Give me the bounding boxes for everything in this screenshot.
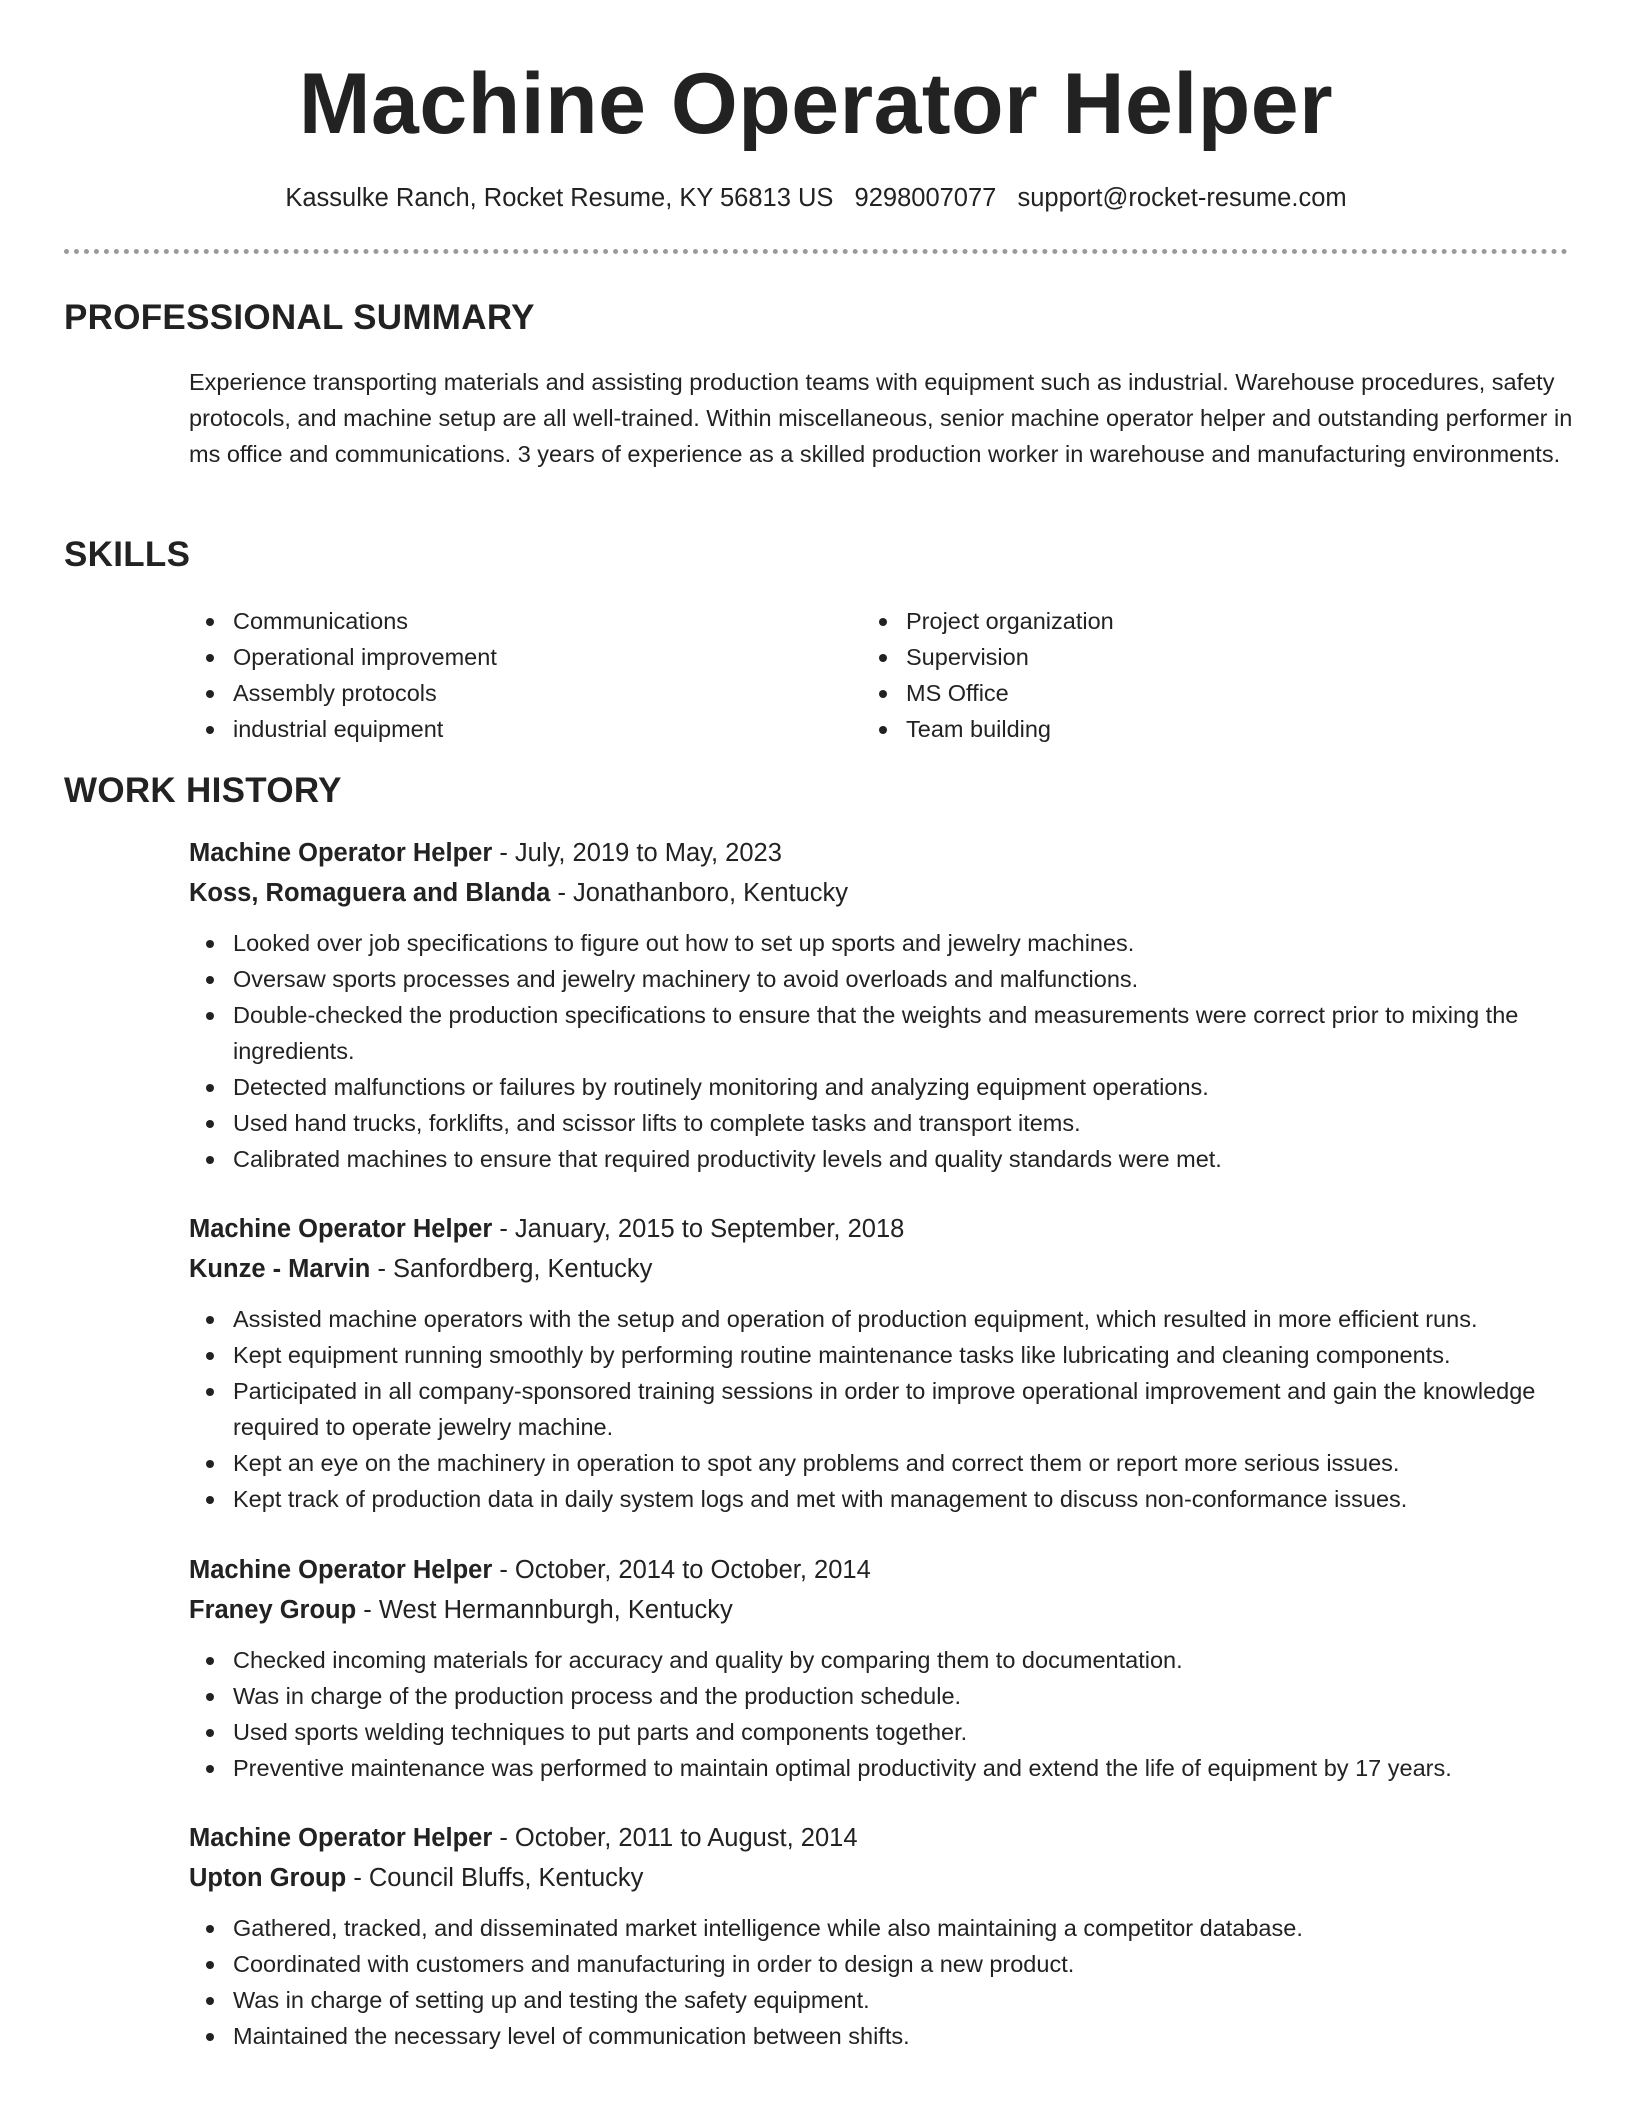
job-bullet: Used hand trucks, forklifts, and scissor lifts to complete tasks and transport items. bbox=[189, 1105, 1574, 1141]
job-dates: - January, 2015 to September, 2018 bbox=[499, 1215, 905, 1243]
skill-item: MS Office bbox=[862, 675, 1502, 711]
job-bullet: Kept equipment running smoothly by performing routine maintenance tasks like lubricating and cleaning components. bbox=[189, 1337, 1574, 1373]
job-bullet: Preventive maintenance was performed to maintain optimal productivity and extend the life of equipment by 17 years. bbox=[189, 1750, 1574, 1786]
job-title-line bbox=[189, 1550, 1574, 1590]
job-title: Machine Operator Helper bbox=[189, 1215, 493, 1243]
job-bullet: Oversaw sports processes and jewelry machinery to avoid overloads and malfunctions. bbox=[189, 961, 1574, 997]
job-title: Machine Operator Helper bbox=[189, 1824, 493, 1852]
job-bullet: Maintained the necessary level of communication between shifts. bbox=[189, 2018, 1574, 2054]
job-location: - West Hermannburgh, Kentucky bbox=[363, 1596, 733, 1624]
skill-item: Project organization bbox=[862, 603, 1502, 639]
job-company-line bbox=[189, 1590, 1574, 1630]
job-dates: - October, 2011 to August, 2014 bbox=[499, 1824, 858, 1852]
job-dates: - October, 2014 to October, 2014 bbox=[499, 1556, 871, 1584]
job-bullet: Assisted machine operators with the setup and operation of production equipment, which resulted in more efficient runs. bbox=[189, 1301, 1574, 1337]
skills-heading: SKILLS bbox=[64, 535, 191, 574]
job-bullet: Detected malfunctions or failures by routinely monitoring and analyzing equipment operations. bbox=[189, 1069, 1574, 1105]
work-history-heading: WORK HISTORY bbox=[64, 771, 342, 810]
skill-item: Assembly protocols bbox=[189, 675, 829, 711]
address: Kassulke Ranch, Rocket Resume, KY 56813 US bbox=[285, 184, 834, 212]
company-name: Kunze - Marvin bbox=[189, 1255, 371, 1283]
company-name: Upton Group bbox=[189, 1864, 347, 1892]
skills-list-right bbox=[862, 603, 1502, 747]
job-bullet: Double-checked the production specifications to ensure that the weights and measurements were correct prior to mixing the ingredients. bbox=[189, 997, 1574, 1069]
skill-item: Team building bbox=[862, 711, 1502, 747]
phone: 9298007077 bbox=[854, 184, 997, 212]
job-bullet: Was in charge of the production process and the production schedule. bbox=[189, 1678, 1574, 1714]
job-company-line bbox=[189, 1858, 1574, 1898]
job-title-line bbox=[189, 1818, 1574, 1858]
job-bullet: Participated in all company-sponsored training sessions in order to improve operational improvement and gain the knowledge required to operate jewelry machine. bbox=[189, 1373, 1574, 1445]
email: support@rocket-resume.com bbox=[1017, 184, 1347, 212]
summary-text: Experience transporting materials and assisting production teams with equipment such as industrial. Warehouse procedures, safety protocols, and machine setup are all well-trained. Within miscellaneous, senior machine operator helper and outstanding performer in ms office and communications. 3 years of experience as a skilled production worker in warehouse and manufacturing environments. bbox=[189, 369, 1573, 467]
job-entry bbox=[189, 1818, 1574, 2054]
job-dates: - July, 2019 to May, 2023 bbox=[499, 839, 782, 867]
job-company-line bbox=[189, 873, 1574, 913]
skill-item: industrial equipment bbox=[189, 711, 829, 747]
job-entry bbox=[189, 1209, 1574, 1517]
job-title-line bbox=[189, 1209, 1574, 1249]
job-bullet: Gathered, tracked, and disseminated market intelligence while also maintaining a competitor database. bbox=[189, 1910, 1574, 1946]
job-location: - Jonathanboro, Kentucky bbox=[557, 879, 849, 907]
job-bullets bbox=[189, 925, 1574, 1177]
company-name: Franey Group bbox=[189, 1596, 357, 1624]
skill-item: Supervision bbox=[862, 639, 1502, 675]
skill-item: Operational improvement bbox=[189, 639, 829, 675]
candidate-name: Machine Operator Helper bbox=[298, 56, 1334, 152]
job-bullet: Looked over job specifications to figure out how to set up sports and jewelry machines. bbox=[189, 925, 1574, 961]
contact-line bbox=[0, 180, 1632, 216]
job-title-line bbox=[189, 833, 1574, 873]
job-bullet: Checked incoming materials for accuracy and quality by comparing them to documentation. bbox=[189, 1642, 1574, 1678]
job-entry bbox=[189, 833, 1574, 1177]
company-name: Koss, Romaguera and Blanda bbox=[189, 879, 551, 907]
job-bullet: Was in charge of setting up and testing the safety equipment. bbox=[189, 1982, 1574, 2018]
job-title: Machine Operator Helper bbox=[189, 1556, 493, 1584]
job-location: - Sanfordberg, Kentucky bbox=[377, 1255, 653, 1283]
job-bullet: Kept track of production data in daily system logs and met with management to discuss non-conformance issues. bbox=[189, 1481, 1574, 1517]
job-bullets bbox=[189, 1301, 1574, 1517]
skill-item: Communications bbox=[189, 603, 829, 639]
job-entry bbox=[189, 1550, 1574, 1786]
job-bullet: Calibrated machines to ensure that required productivity levels and quality standards were met. bbox=[189, 1141, 1574, 1177]
job-location: - Council Bluffs, Kentucky bbox=[353, 1864, 644, 1892]
job-company-line bbox=[189, 1249, 1574, 1289]
job-bullet: Kept an eye on the machinery in operation to spot any problems and correct them or report more serious issues. bbox=[189, 1445, 1574, 1481]
job-bullet: Used sports welding techniques to put parts and components together. bbox=[189, 1714, 1574, 1750]
header-divider bbox=[64, 249, 1568, 254]
job-bullets bbox=[189, 1642, 1574, 1786]
job-bullets bbox=[189, 1910, 1574, 2054]
skills-list-left bbox=[189, 603, 829, 747]
job-bullet: Coordinated with customers and manufacturing in order to design a new product. bbox=[189, 1946, 1574, 1982]
summary-heading: PROFESSIONAL SUMMARY bbox=[64, 298, 535, 337]
job-title: Machine Operator Helper bbox=[189, 839, 493, 867]
